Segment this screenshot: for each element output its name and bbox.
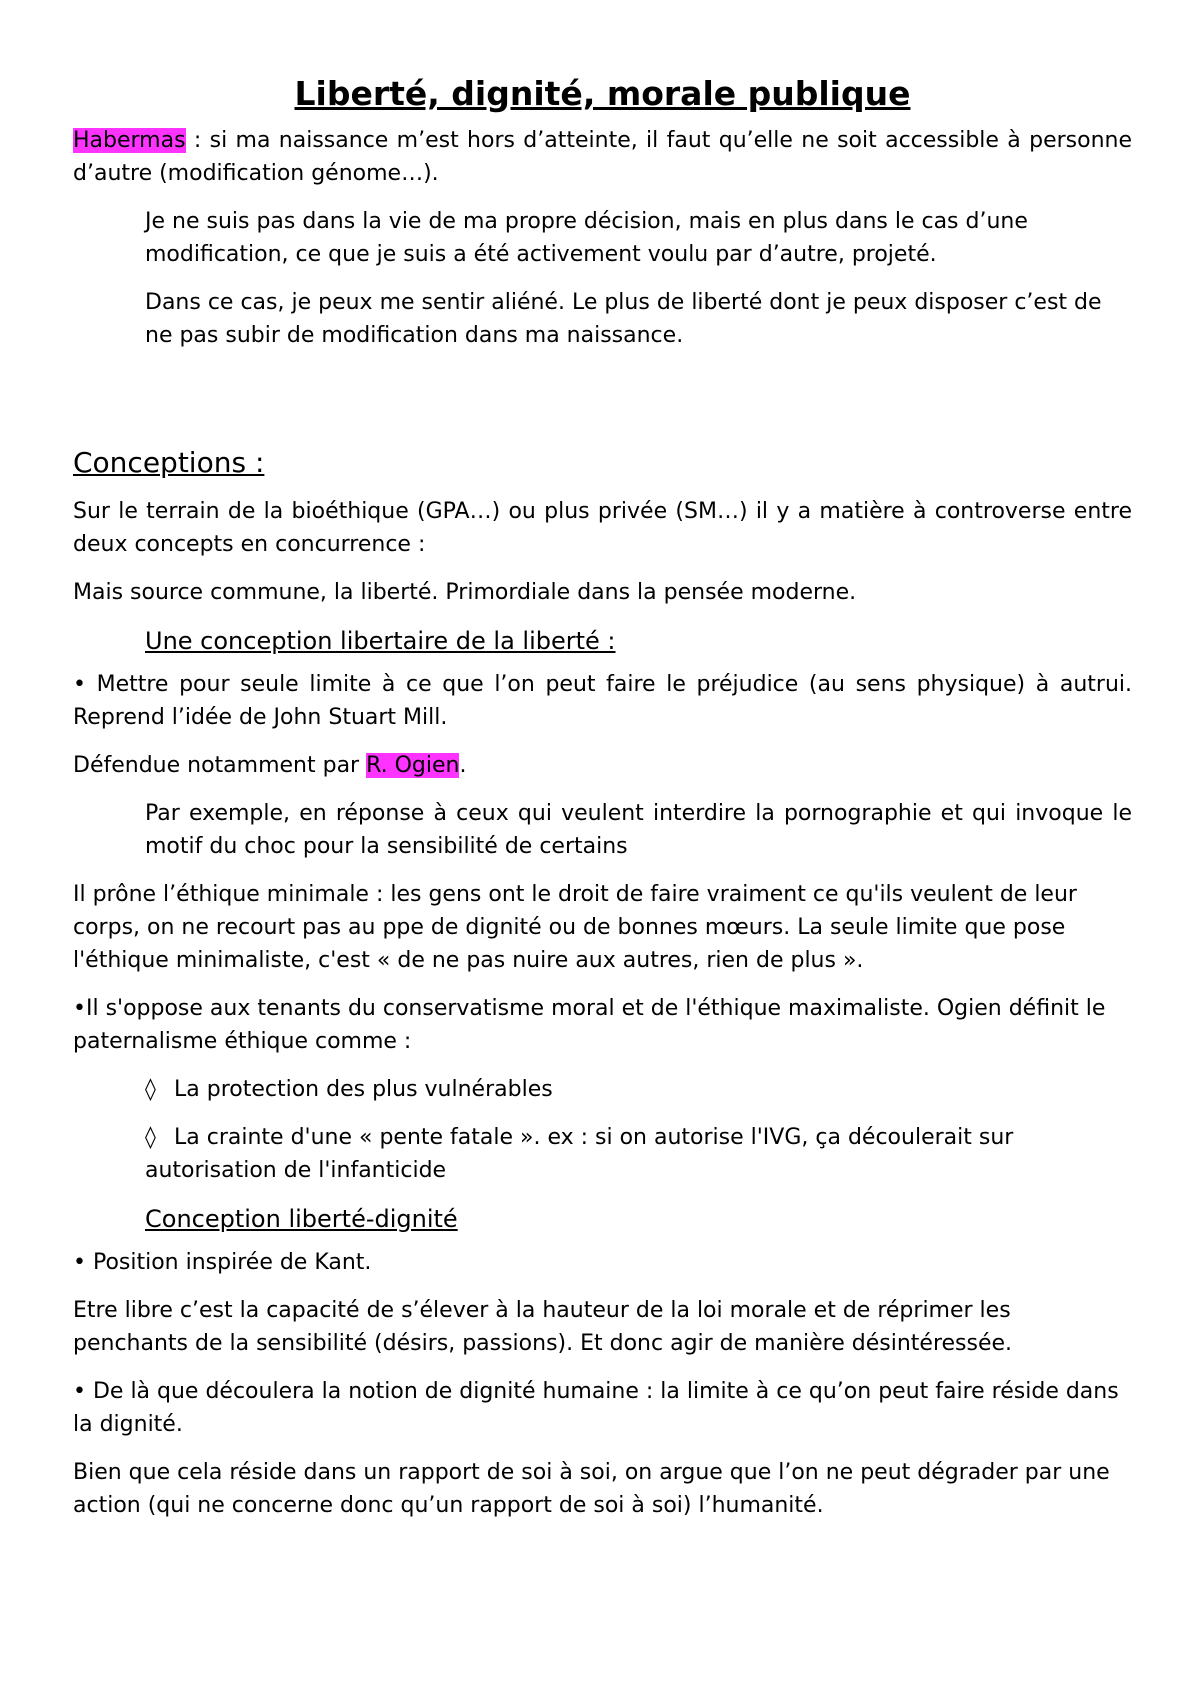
ethique-minimale-paragraph: Il prône l’éthique minimale : les gens ont le droit de faire vraiment ce qu'ils veulent de leur corps, on ne recourt pas au ppe de dignité ou de bonnes mœurs. La seule limite que pose l'éthique minimaliste, c'est « de ne pas nuire aux autres, rien de plus ». [73,882,1077,973]
paternalisme-item-2-text: La crainte d'une « pente fatale ». ex : si on autorise l'IVG, ça découlerait sur autorisation de l'infanticide [145,1125,1014,1183]
intro-indented-2: Dans ce cas, je peux me sentir aliéné. Le plus de liberté dont je peux disposer c’est de ne pas subir de modification dans ma naissance. [145,290,1102,348]
dignite-paragraph-1: Etre libre c’est la capacité de s’élever à la hauteur de la loi morale et de réprimer les penchants de la sensibilité (désirs, passions). Et donc agir de manière désintéressée. [73,1298,1013,1356]
intro-indented-1: Je ne suis pas dans la vie de ma propre décision, mais en plus dans le cas d’une modification, ce que je suis a été activement voulu par d’autre, projeté. [145,209,1028,267]
libertaire-bullet-1: • Mettre pour seule limite à ce que l’on peut faire le préjudice (au sens physique) à autrui. Reprend l’idée de John Stuart Mill. [73,672,1132,730]
libertaire-example: Par exemple, en réponse à ceux qui veulent interdire la pornographie et qui invoque le motif du choc pour la sensibilité de certains [145,801,1132,859]
dignite-bullet-1: • Position inspirée de Kant. [73,1250,372,1275]
section-spacer [73,367,1132,443]
paternalisme-item-2 [145,1121,1132,1187]
conceptions-paragraph-2: Mais source commune, la liberté. Primordiale dans la pensée moderne. [73,580,857,605]
highlight-ogien: R. Ogien [366,753,460,778]
diamond-icon: ◊ [145,1077,156,1102]
libertaire-bullet-2: •Il s'oppose aux tenants du conservatisme moral et de l'éthique maximaliste. Ogien définit le paternalisme éthique comme : [73,996,1106,1054]
diamond-icon: ◊ [145,1125,156,1150]
paternalisme-item-1 [145,1073,1132,1106]
conceptions-paragraph-1: Sur le terrain de la bioéthique (GPA…) ou plus privée (SM…) il y a matière à controverse entre deux concepts en concurrence : [73,499,1132,557]
paternalisme-item-1-text: La protection des plus vulnérables [174,1077,553,1102]
dignite-bullet-2: • De là que découlera la notion de dignité humaine : la limite à ce qu’on peut faire réside dans la dignité. [73,1379,1119,1437]
dignite-paragraph-2: Bien que cela réside dans un rapport de soi à soi, on argue que l’on ne peut dégrader par une action (qui ne concerne donc qu’un rapport de soi à soi) l’humanité. [73,1460,1110,1518]
defended-by-paragraph [73,749,1132,782]
document-title: Liberté, dignité, morale publique [294,74,911,113]
defended-suffix: . [459,753,467,778]
highlight-habermas: Habermas [73,128,186,153]
libertaire-heading: Une conception libertaire de la liberté : [145,627,616,655]
conceptions-heading: Conceptions : [73,446,265,479]
dignite-heading: Conception liberté-dignité [145,1205,458,1233]
defended-prefix: Défendue notamment par [73,753,367,778]
intro-text: : si ma naissance m’est hors d’atteinte, il faut qu’elle ne soit accessible à personne d’autre (modification génome…). [73,128,1132,186]
intro-paragraph [73,124,1132,190]
